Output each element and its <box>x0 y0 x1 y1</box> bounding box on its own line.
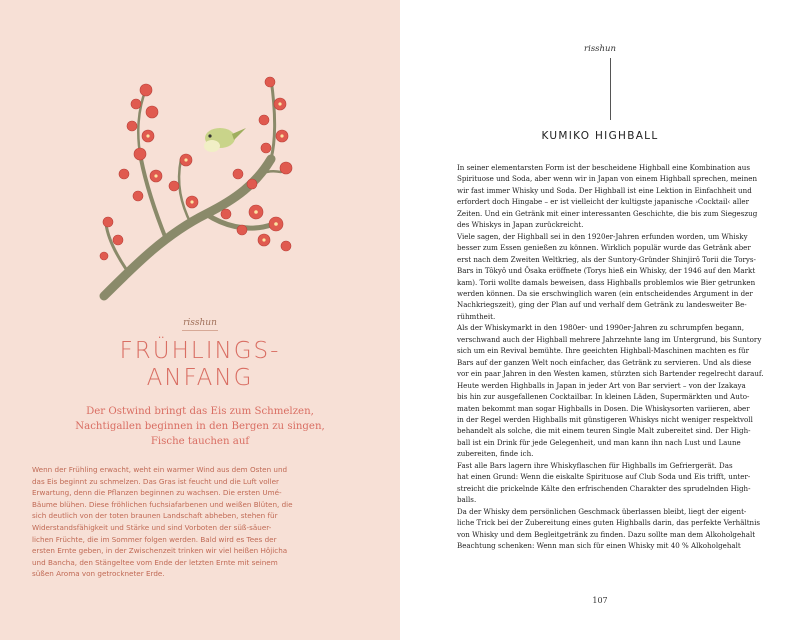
text-line: ersten Ernte geben, in der Zwischenzeit trinken wir viel heißen Hôjicha <box>32 546 288 556</box>
text-line: besser zum Essen genießen zu können. Wirklich populär wurde das Getränk aber <box>457 243 751 253</box>
running-head: risshun <box>584 44 616 54</box>
text-line: Spirituose und Soda, aber wenn wir in Japan von einem Highball sprechen, meinen <box>457 174 758 184</box>
text-line: zubereiten, finde ich. <box>457 449 534 459</box>
text-line: erfordert doch Hingabe – er ist vielleicht der kultigste japanische ›Cocktail‹ aller <box>457 197 749 207</box>
text-line: Als der Whiskymarkt in den 1980er- und 1990er-Jahren zu schrumpfen begann, <box>457 323 744 333</box>
recipe-title: KUMIKO HIGHBALL <box>541 130 659 142</box>
text-line: erst nach dem Zweiten Weltkrieg, als der Suntory-Gründer Shinjirô Torii die Torys- <box>457 254 756 264</box>
text-line: Viele sagen, der Highball sei in den 1920er-Jahren erfunden worden, um Whisky <box>457 231 748 241</box>
bird <box>204 128 246 152</box>
text-line: bis hin zur ausgefallenen Cocktailbar. In kleinen Läden, Supermärkten und Auto- <box>457 392 750 402</box>
text-line: Heute werden Highballs in Japan in jeder Art von Bar serviert – von der Izakaya <box>457 380 746 390</box>
text-line: Zeiten. Und ein Getränk mit einer interessanten Geschichte, die bis zum Siegeszug <box>457 208 758 218</box>
text-line: Nachkriegszeit), ging der Plan auf und verhalf dem Getränk zu landesweiter Be- <box>457 300 747 310</box>
text-line: kam). Torii wollte damals beweisen, dass Highballs problemlos wie Bier getrunken <box>457 277 756 287</box>
chapter-title <box>0 338 400 392</box>
text-line: rühmtheit. <box>457 311 496 321</box>
text-line: werden können. Da sie erschwinglich waren (ein entscheidendes Argument in der <box>457 288 753 298</box>
text-line: Bäume blühen. Diese fröhlichen fuchsiafarbenen und weißen Blüten, die <box>32 499 293 509</box>
text-line: hat einen Grund: Wenn die eiskalte Spirituose auf Club Soda und Eis trifft, unter- <box>457 472 751 482</box>
text-line: Erwartung, denn die Pflanzen beginnen zu wachsen. Die ersten Umé- <box>32 488 282 498</box>
text-line: wir fast immer Whisky und Soda. Der Highball ist eine Lektion in Einfachheit und <box>457 185 752 195</box>
text-line: Wenn der Frühling erwacht, weht ein warmer Wind aus dem Osten und <box>32 465 288 474</box>
text-line: Widerstandsfähigkeit und Stärke und sind Vorboten der süß-säuer- <box>32 522 272 532</box>
text-line: vor ein paar Jahren in den Westen kamen, stürzten sich Bartender regelrecht darauf. <box>457 369 764 379</box>
intro-paragraph <box>32 464 368 580</box>
text-line: und Bancha, den Stängeltee vom Ende der letzten Ernte mit seinem <box>32 557 278 567</box>
vertical-rule <box>610 58 611 120</box>
text-line: verschwand auch der Highball mehrere Jahrzehnte lang im Untergrund, bis Suntory <box>457 334 762 344</box>
text-line: Fast alle Bars lagern ihre Whiskyflaschen für Highballs im Gefriergerät. Das <box>457 460 733 470</box>
subtitle-line: Fische tauchen auf <box>150 436 250 447</box>
text-line: balls. <box>457 495 477 505</box>
text-line: lichen Früchte, die im Sommer folgen werden. Bald wird es Tees der <box>32 534 277 544</box>
text-line: sich um ein Revival bemühte. Ihre geeichten Highball-Maschinen machten es für <box>457 346 749 356</box>
text-line: in der Regel werden Highballs mit günstigeren Whiskys nicht weniger respektvoll <box>457 414 753 424</box>
page-number: 107 <box>592 596 608 605</box>
text-line: von Whisky und dem Begleitgetränk zu finden. Dazu sollte man dem Alkoholgehalt <box>457 529 756 539</box>
chapter-title-line: ANFANG <box>146 365 254 391</box>
text-line: Beachtung schenken: Wenn man sich für einen Whisky mit 40 % Alkoholgehalt <box>457 540 741 550</box>
section-label-underline <box>182 330 218 331</box>
body-text <box>457 162 763 551</box>
text-line: maten bekommt man sogar Highballs in Dosen. Die Whiskysorten variieren, aber <box>457 403 750 413</box>
text-line: des Whiskys in Japan zurückreicht. <box>457 220 584 230</box>
chapter-title-line: FRÜHLINGS- <box>119 338 281 364</box>
text-line: Da der Whisky dem persönlichen Geschmack überlassen bleibt, liegt der eigent- <box>457 506 747 516</box>
text-line: süßen Aroma von getrockneter Erde. <box>32 569 165 579</box>
text-line: Bars auf der ganzen Welt noch einfacher, das Getränk zu servieren. Und als diese <box>457 357 752 367</box>
section-label: risshun <box>183 318 217 328</box>
text-line: liche Trick bei der Zubereitung eines guten Highballs darin, das perfekte Verhältnis <box>457 518 761 528</box>
subtitle-line: Der Ostwind bringt das Eis zum Schmelzen, <box>86 406 314 417</box>
text-line: das Eis beginnt zu schmelzen. Das Gras ist feucht und die Luft voller <box>32 476 279 486</box>
text-line: streicht die prickelnde Kälte den erfrischenden Charakter des sprudelnden High- <box>457 483 751 493</box>
text-line: ball ist ein Drink für jede Gelegenheit, und man kann ihn nach Lust und Laune <box>457 437 741 447</box>
text-line: Bars in Tôkyô und Ôsaka eröffnete (Torys hieß ein Whisky, der 1946 auf den Markt <box>457 266 756 276</box>
text-line: behandelt als solche, die mit einem teuren Single Malt zubereitet sind. Der High- <box>457 426 751 436</box>
text-line: In seiner elementarsten Form ist der bescheidene Highball eine Kombination aus <box>457 163 750 172</box>
text-line: sich deutlich von der toten braunen Landschaft abheben, stehen für <box>32 511 278 521</box>
subtitle-line: Nachtigallen beginnen in den Bergen zu singen, <box>75 421 325 432</box>
plum-blossom-illustration <box>96 64 306 304</box>
chapter-subtitle <box>32 404 368 449</box>
